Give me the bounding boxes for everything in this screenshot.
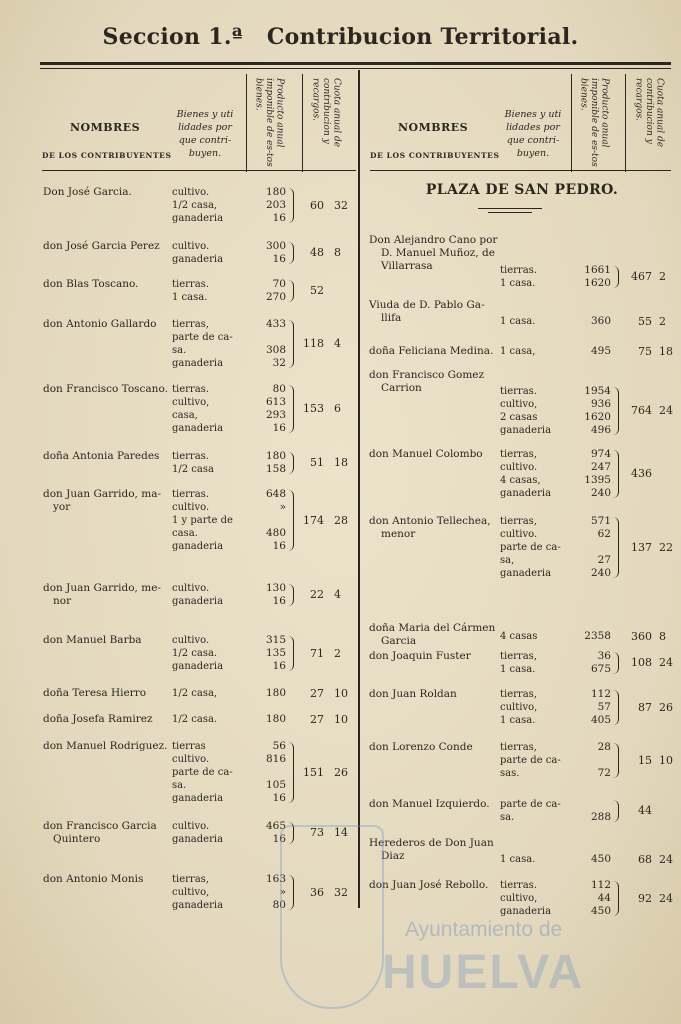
contributor-name: don Antonio Tellechea, [369,515,491,527]
cuota-whole: 22 [310,588,324,601]
contributor-name: don Manuel Izquierdo. [369,798,490,810]
contributor-name: don José Garcia Perez [43,240,160,252]
header-bienes-line: buyen. [516,148,550,159]
cuota-cents: 14 [334,826,348,839]
plaza-heading: PLAZA DE SAN PEDRO. [425,182,619,198]
contributor-name: don Francisco Gomez [369,369,485,381]
bienes-item: cultivo. [172,821,210,832]
producto-value: 163 [265,873,286,885]
contributor-name: don Francisco Garcia [43,820,157,832]
producto-value: 360 [590,315,611,327]
header-bienes-line: lidades por [506,122,560,133]
cuota-whole: 27 [310,712,324,726]
producto-value: 180 [265,687,286,699]
cuota-whole: 52 [310,284,324,297]
bienes-item: 1 casa. [500,854,536,865]
producto-value: 495 [590,345,611,357]
producto-value: 675 [590,663,611,675]
header-bienes-line: que contri- [506,135,560,146]
bienes-item: 1 casa. [500,278,536,289]
header-col-rule [625,74,626,172]
bienes-item: tierras, [500,516,537,527]
contributor-name: don Blas Toscano. [43,278,139,290]
bienes-item: cultivo, [500,893,538,904]
producto-value: 27 [597,554,611,566]
header-bienes-line: Bienes y uti [176,109,234,120]
producto-value: 180 [265,450,286,462]
contributor-name: doña Maria del Cármen [369,622,496,634]
bienes-item: ganaderia [172,900,224,911]
contributor-name: Diaz [381,850,405,862]
cuota-whole: 51 [310,456,324,469]
bienes-item: tierras. [500,880,537,891]
cuota-cents: 24 [659,891,673,905]
producto-value: 56 [272,740,286,752]
producto-value: 480 [265,527,286,539]
bienes-item: ganaderia [500,568,552,579]
producto-value: 112 [590,879,611,891]
producto-value: 28 [597,741,611,753]
bienes-item: cultivo, [500,399,538,410]
producto-value: 16 [272,595,286,607]
bienes-item: parte de ca- [172,767,233,778]
cuota-cents: 28 [334,513,348,527]
contributor-name: nor [53,595,72,607]
header-de-los-contribuyentes: DE LOS CONTRIBUYENTES [370,151,500,160]
bienes-item: parte de ca- [500,799,561,810]
producto-value: 936 [590,398,611,410]
cuota-cents: 32 [334,198,348,212]
header-bienes [498,108,568,160]
bienes-item: cultivo. [500,462,538,473]
cuota-cents: 10 [334,686,348,700]
bienes-item: 1/2 casa, [172,688,218,699]
cuota-whole: 436 [631,467,652,480]
producto-value: 16 [272,253,286,265]
contributor-name: Herederos de Don Juan [369,837,494,849]
contributor-name: doña Antonia Paredes [43,450,160,462]
contributor-name: doña Feliciana Medina. [369,345,494,357]
bienes-item: sa. [500,812,515,823]
bienes-item: ganaderia [172,213,224,224]
cuota-whole: 48 [310,246,324,259]
producto-value: 36 [597,650,611,662]
bienes-item: ganaderia [172,541,224,552]
contributor-name: Villarrasa [381,260,433,272]
producto-value: 270 [265,291,286,303]
header-producto: Producto anual imponible de es-tos bienes. [578,78,610,167]
contributor-name: don Lorenzo Conde [369,741,473,753]
bienes-item: tierras, [500,651,537,662]
watermark-line1: Ayuntamiento de [405,918,563,941]
contributor-name: don Juan Garrido, ma- [43,488,162,500]
contributor-name: don Antonio Gallardo [43,318,157,330]
producto-value: 450 [590,853,611,865]
producto-value: 648 [265,488,286,500]
watermark-line2: HUELVA [382,946,585,999]
producto-value: 1395 [584,474,611,486]
producto-value: 816 [265,753,286,765]
header-bienes-line: lidades por [178,122,232,133]
cuota-cents: 8 [334,246,341,259]
bienes-item: 1 casa, [500,346,536,357]
cuota-whole: 108 [631,656,652,669]
cuota-cents: 24 [659,404,673,417]
cuota-whole: 44 [638,804,652,817]
cuota-whole: 360 [631,629,652,643]
cuota-cents: 2 [334,646,341,660]
header-col-rule [571,74,572,172]
contributor-name: don Juan Garrido, me- [43,582,161,594]
contributor-name: don Manuel Rodriguez. [43,740,168,752]
producto-value: 112 [590,688,611,700]
bienes-item: casa, [172,410,198,421]
cuota-whole: 87 [638,700,652,714]
top-rule [40,62,671,65]
bienes-item: ganaderia [172,834,224,845]
producto-value: 135 [265,647,286,659]
bienes-item: ganaderia [172,423,224,434]
producto-value: 16 [272,792,286,804]
section-label: Seccion 1.ª [102,24,243,50]
bienes-item: sa. [172,780,187,791]
bienes-item: 1/2 casa [172,464,214,475]
cuota-cents: 4 [334,588,341,601]
producto-value: 2358 [584,630,611,642]
cuota-cents: 24 [659,852,673,866]
cuota-cents: 18 [659,344,673,358]
cuota-whole: 60 [310,198,324,212]
producto-value: » [279,501,286,513]
bienes-item: ganaderia [172,596,224,607]
producto-value: 80 [272,899,286,911]
cuota-whole: 153 [303,402,324,415]
producto-value: 247 [590,461,611,473]
cuota-whole: 137 [631,540,652,554]
contributor-name: don Juan Roldan [369,688,457,700]
cuota-cents: 2 [659,314,666,328]
watermark-shield-icon [280,825,384,1009]
producto-value: 105 [265,779,286,791]
contributor-name: doña Teresa Hierro [43,687,147,699]
bienes-item: tierras, [500,689,537,700]
producto-value: 308 [265,344,286,356]
contributor-name: yor [53,501,71,513]
contributor-name: Garcia [381,635,417,647]
header-bottom-rule [370,170,671,171]
cuota-whole: 151 [303,765,324,779]
producto-value: 180 [265,186,286,198]
contributor-name: don Francisco Toscano. [43,383,168,395]
header-cuota: Cuota anual de contribucion y recargos. [633,78,665,148]
bienes-item: cultivo. [172,502,210,513]
cuota-whole: 764 [631,404,652,417]
producto-value: 16 [272,212,286,224]
page-title [0,24,681,50]
header-col-rule [246,74,247,172]
bienes-item: 4 casas, [500,475,541,486]
producto-value: 203 [265,199,286,211]
cuota-cents: 18 [334,456,348,469]
bienes-item: cultivo. [172,187,210,198]
plaza-rule [478,208,542,209]
producto-value: 158 [265,463,286,475]
bienes-item: ganaderia [172,358,224,369]
bienes-item: parte de ca- [500,755,561,766]
header-bottom-rule [42,170,356,171]
cuota-cents: 6 [334,402,341,415]
bienes-item: 1 casa. [172,292,208,303]
producto-value: 16 [272,422,286,434]
cuota-cents: 22 [659,540,673,554]
contributor-name: D. Manuel Muñoz, de [381,247,495,259]
contributor-name: Viuda de D. Pablo Ga- [369,299,485,311]
producto-value: 70 [272,278,286,290]
bienes-item: tierras. [172,451,209,462]
bienes-item: cultivo. [172,583,210,594]
bienes-item: ganaderia [172,661,224,672]
bienes-item: tierras. [172,384,209,395]
producto-value: 32 [272,357,286,369]
bienes-item: cultivo. [172,241,210,252]
producto-value: 1954 [584,385,611,397]
cuota-cents: 26 [659,700,673,714]
cuota-cents: 24 [659,656,673,669]
bienes-item: parte de ca- [500,542,561,553]
cuota-whole: 71 [310,646,324,660]
bienes-item: sas. [500,768,520,779]
producto-value: 180 [265,713,286,725]
bienes-item: 1/2 casa. [172,714,218,725]
cuota-cents: 10 [659,753,673,767]
bienes-item: tierras. [500,386,537,397]
bienes-item: tierras, [500,742,537,753]
header-col-rule [302,74,303,172]
bienes-item: 1 casa. [500,715,536,726]
cuota-whole: 15 [638,753,652,767]
header-producto: Producto anual imponible de es-tos bienes. [253,78,285,167]
bienes-item: ganaderia [500,488,552,499]
producto-value: 240 [590,487,611,499]
producto-value: 315 [265,634,286,646]
cuota-whole: 92 [638,891,652,905]
bienes-item: tierras. [500,265,537,276]
producto-value: 496 [590,424,611,436]
bienes-item: cultivo, [172,397,210,408]
producto-value: 16 [272,833,286,845]
bienes-item: 1 casa. [500,316,536,327]
bienes-item: 4 casas [500,631,538,642]
column-divider [358,70,360,908]
bienes-item: tierras, [500,449,537,460]
contributor-name: Don José Garcia. [43,186,132,198]
contributor-name: don Juan José Rebollo. [369,879,489,891]
cuota-cents: 32 [334,885,348,899]
contributor-name: don Manuel Colombo [369,448,483,460]
bienes-item: tierras [172,741,206,752]
bienes-item: ganaderia [500,906,552,917]
bienes-item: ganaderia [172,793,224,804]
bienes-item: cultivo, [500,702,538,713]
bienes-item: tierras. [172,279,209,290]
contributor-name: Carrion [381,382,422,394]
contributor-name: menor [381,528,416,540]
producto-value: 293 [265,409,286,421]
cuota-cents: 10 [334,712,348,726]
cuota-whole: 55 [638,314,652,328]
producto-value: 433 [265,318,286,330]
cuota-whole: 36 [310,885,324,899]
section-heading: Contribucion Territorial. [266,24,579,50]
producto-value: 1661 [584,264,611,276]
producto-value: 72 [597,767,611,779]
contributor-name: llifa [381,312,402,324]
producto-value: 571 [590,515,611,527]
producto-value: 1620 [584,277,611,289]
producto-value: 80 [272,383,286,395]
bienes-item: 1 y parte de [172,515,233,526]
cuota-whole: 467 [631,270,652,283]
bienes-item: 1/2 casa. [172,648,218,659]
producto-value: 450 [590,905,611,917]
header-bienes-line: que contri- [178,135,232,146]
bienes-item: 1 casa. [500,664,536,675]
producto-value: 130 [265,582,286,594]
producto-value: 405 [590,714,611,726]
producto-value: 465 [265,820,286,832]
contributor-name: doña Josefa Ramirez [43,713,153,725]
producto-value: 300 [265,240,286,252]
contributor-name: don Antonio Monis [43,873,144,885]
producto-value: 57 [597,701,611,713]
plaza-rule-2 [488,212,532,213]
bienes-item: cultivo. [172,635,210,646]
producto-value: 1620 [584,411,611,423]
contributor-name: don Joaquin Fuster [369,650,471,662]
header-cuota: Cuota anual de contribucion y recargos. [310,78,342,148]
bienes-item: parte de ca- [172,332,233,343]
producto-value: 240 [590,567,611,579]
top-rule-thin [40,68,671,69]
cuota-cents: 2 [659,270,666,283]
cuota-whole: 73 [310,826,324,839]
bienes-item: ganaderia [500,425,552,436]
header-nombres: NOMBRES [397,121,469,134]
bienes-item: tierras, [172,874,209,885]
header-de-los-contribuyentes: DE LOS CONTRIBUYENTES [42,151,172,160]
producto-value: 62 [597,528,611,540]
header-bienes [170,108,240,160]
producto-value: 44 [597,892,611,904]
header-bienes-line: Bienes y uti [504,109,562,120]
bienes-item: cultivo. [500,529,538,540]
bienes-item: tierras. [172,489,209,500]
bienes-item: cultivo. [172,754,210,765]
bienes-item: ganaderia [172,254,224,265]
bienes-item: sa. [172,345,187,356]
bienes-item: casa. [172,528,198,539]
producto-value: 16 [272,660,286,672]
producto-value: 974 [590,448,611,460]
header-nombres: NOMBRES [69,121,141,134]
cuota-whole: 68 [638,852,652,866]
contributor-name: Don Alejandro Cano por [369,234,498,246]
header-bienes-line: buyen. [188,148,222,159]
producto-value: 16 [272,540,286,552]
cuota-whole: 75 [638,344,652,358]
bienes-item: sa, [500,555,515,566]
producto-value: » [279,886,286,898]
producto-value: 613 [265,396,286,408]
cuota-cents: 26 [334,765,348,779]
cuota-whole: 118 [303,337,324,350]
cuota-whole: 27 [310,686,324,700]
producto-value: 288 [590,811,611,823]
contributor-name: don Manuel Barba [43,634,142,646]
bienes-item: tierras, [172,319,209,330]
cuota-whole: 174 [303,513,324,527]
cuota-cents: 4 [334,337,341,350]
bienes-item: 2 casas [500,412,538,423]
cuota-cents: 8 [659,629,666,643]
bienes-item: cultivo, [172,887,210,898]
contributor-name: Quintero [53,833,101,845]
bienes-item: 1/2 casa, [172,200,218,211]
